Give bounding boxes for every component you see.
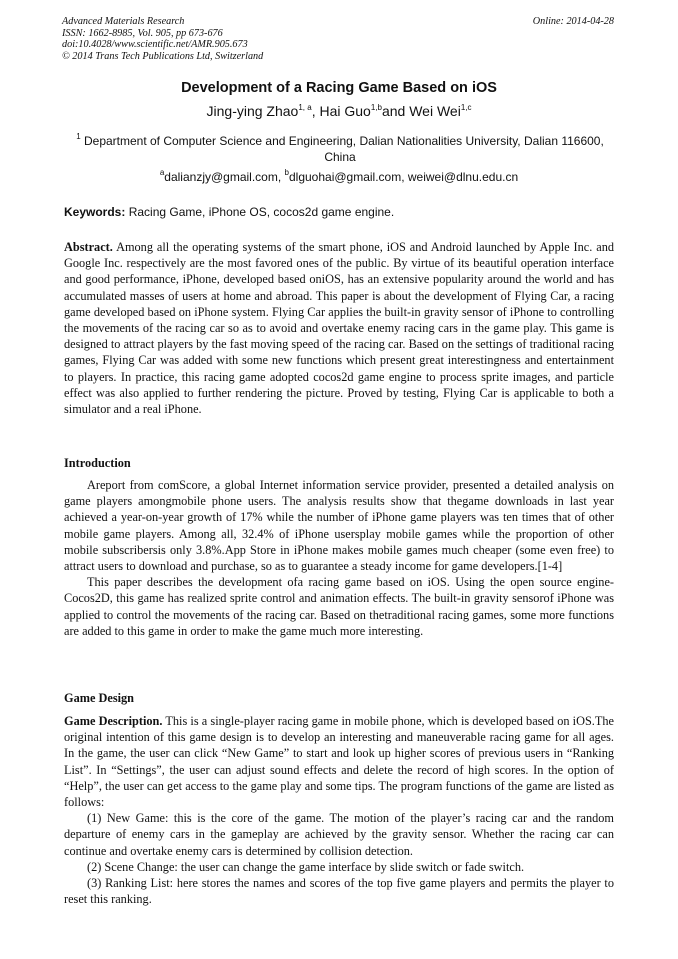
author-sup: 1,b xyxy=(370,103,382,112)
author-name: Wei Wei xyxy=(409,103,461,119)
online-date: Online: 2014-04-28 xyxy=(532,16,614,27)
list-item: (1) New Game: this is the core of the game. The motion of the player’s racing car and the random departure of enemy cars in the gameplay are achieved by the gravity sensor. Whether the racing car can continue and overtake enemy cars is determined by collision detection. xyxy=(64,811,614,858)
affiliation-sup: 1 xyxy=(76,132,81,141)
email-sup: a xyxy=(159,168,165,177)
keywords-text: Racing Game, iPhone OS, cocos2d game engine. xyxy=(125,205,395,219)
journal-header xyxy=(62,16,263,62)
journal-name: Advanced Materials Research xyxy=(62,16,185,27)
game-description-label: Game Description. xyxy=(64,714,163,728)
keywords xyxy=(64,205,394,219)
affiliation-text: Department of Computer Science and Engineering, Dalian Nationalities University, Dalian 116600, China xyxy=(80,134,604,164)
author-list xyxy=(0,103,678,119)
email-sup: b xyxy=(284,168,289,177)
game-design-body xyxy=(64,713,614,907)
paragraph: This paper describes the development ofa racing game based on iOS. Using the open source engine-Cocos2D, this game has realized sprite control and animation effects. The built-in gravity sensorof iPhone was applied to control the movements of the racing car. Based on thetraditional racing games, some more functions are added to this game in order to make the game much more interesting. xyxy=(64,575,614,638)
abstract xyxy=(64,239,614,417)
author-sup: 1, a xyxy=(298,103,312,112)
section-heading-game-design: Game Design xyxy=(64,691,135,705)
doi-line: doi:10.4028/www.scientific.net/AMR.905.673 xyxy=(62,39,248,51)
section-heading-introduction: Introduction xyxy=(64,456,131,470)
paragraph: Areport from comScore, a global Internet information service provider, presented a detailed analysis on game players amongmobile phone users. The analysis results show that thegame downloads in last year achieved a year-on-year growth of 17% while the number of iPhone game players was ten times that of other mobile game players. Among all, 32.4% of iPhone usersplay mobile games while the proportion of other mobile subscribersis only 3.8%.App Store in iPhone makes mobile games much cheaper (some even free) to attract users to download and purchase, so as to guarantee a steady income for game developers.[1-4] xyxy=(64,478,614,574)
email-list xyxy=(0,170,678,184)
author-sup: 1,c xyxy=(460,103,472,112)
author-sep: , xyxy=(311,103,320,119)
copyright-line: © 2014 Trans Tech Publications Ltd, Switzerland xyxy=(62,50,264,62)
introduction-body xyxy=(64,477,614,639)
author-name: Jing-ying Zhao xyxy=(206,103,299,119)
author-sep: and xyxy=(381,103,410,119)
email-text: dlguohai@gmail.com, weiwei@dlnu.edu.cn xyxy=(288,170,519,184)
list-item: (3) Ranking List: here stores the names and scores of the top five game players and permits the player to reset this ranking. xyxy=(64,876,614,907)
keywords-label: Keywords: xyxy=(64,205,126,219)
email-text: dalianzjy@gmail.com, xyxy=(164,170,285,184)
game-description-text: This is a single-player racing game in mobile phone, which is developed based on iOS.The original intention of this game design is to develop an interesting and maneuverable racing game for all ages. In the game, the user can click “New Game” to start and look up higher scores of previous users in “Ranking List”. In “Settings”, the user can adjust sound effects and delete the record of high scores. In the option of “Help”, the user can get access to the game play and some tips. The program functions of the game are listed as follows: xyxy=(64,714,614,810)
affiliation xyxy=(64,133,616,165)
abstract-text: Among all the operating systems of the smart phone, iOS and Android launched by Apple Inc. and Google Inc. respectively are the most favored ones of the public. By virtue of its beautiful operation interface and good performance, iPhone, developed based oniOS, has an extensive popularity around the world and has accumulated masses of users at home and abroad. This paper is about the development of Flying Car, a racing game developed based on iPhone system. Flying Car applies the built-in gravity sensor of iPhone to controlling the movements of the racing car so as to avoid and overtake enemy racing cars in the game play. This game is designed to attract players by the fast moving speed of the racing car. Based on the settings of traditional racing games, Flying Car was added with some new functions which present great interestingness and entertainment to players. In practice, this racing game adopted cocos2d game engine to process sprite images, and particle effect was also applied to further rendering the picture. Proved by testing, Flying Car is applicable to both a simulator and a real iPhone. xyxy=(64,240,614,417)
list-item: (2) Scene Change: the user can change the game interface by slide switch or fade switch. xyxy=(87,859,525,874)
paper-title: Development of a Racing Game Based on iOS xyxy=(181,80,497,96)
abstract-label: Abstract. xyxy=(64,240,113,254)
game-description xyxy=(64,713,614,810)
author-name: Hai Guo xyxy=(319,103,371,119)
issn-line: ISSN: 1662-8985, Vol. 905, pp 673-676 xyxy=(62,27,223,39)
